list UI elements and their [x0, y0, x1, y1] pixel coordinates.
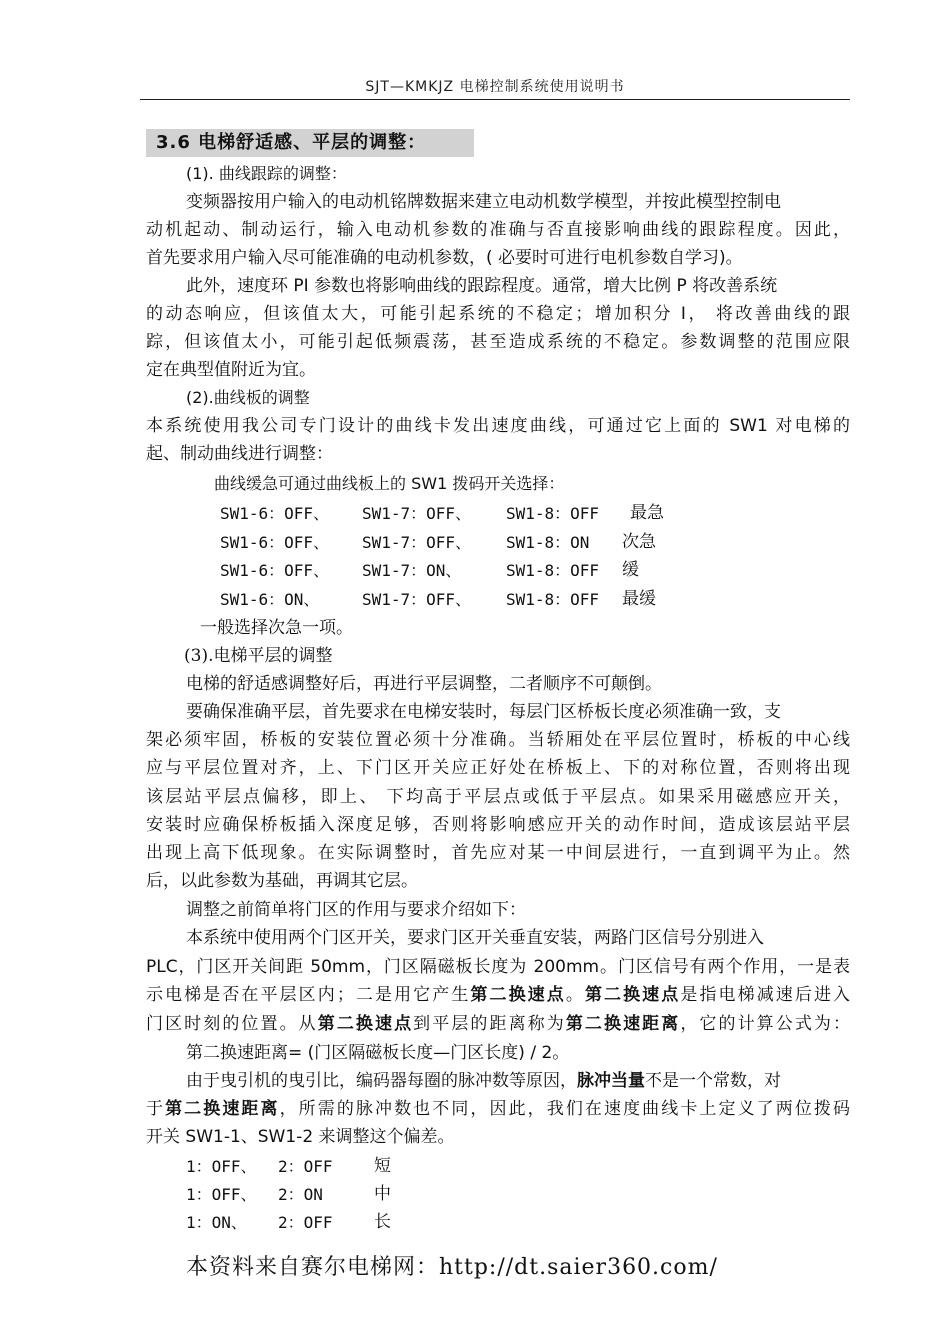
sub3-p5-line1 — [186, 1069, 781, 1093]
sw-row-4-b: SW1-7：OFF、 — [362, 590, 472, 609]
len-row-2-a: 1：OFF、 — [186, 1185, 257, 1204]
sw-row-2-a: SW1-6：OFF、 — [220, 533, 330, 552]
sw-row-2-c: SW1-8：ON — [506, 533, 590, 552]
sub1-heading: (1). 曲线跟踪的调整： — [186, 164, 347, 183]
sub3-p4-line4 — [146, 1012, 850, 1036]
sub3-formula: 第二换速距离= (门区隔磁板长度—门区长度) / 2。 — [186, 1043, 570, 1063]
sw-row-1-c: SW1-8：OFF — [506, 504, 600, 523]
len-row-2-b: 2：ON — [278, 1185, 323, 1204]
len-row-3-c: 长 — [374, 1212, 391, 1232]
sub3-p3: 调整之前简单将门区的作用与要求介绍如下： — [186, 900, 526, 920]
text-run: ，它的计算公式为： — [680, 1014, 851, 1034]
text-run: 于 — [146, 1099, 166, 1119]
sub3-p2-line4: 该层站平层点偏移，即上、 下均高于平层点或低于平层点。如果采用磁感应开关， — [146, 787, 850, 807]
header-rule — [140, 99, 850, 100]
sub3-p5-line2 — [146, 1097, 850, 1121]
text-run: 是指电梯减速后进入 — [680, 985, 851, 1005]
sub3-p2-line7: 后，以此参数为基础，再调其它层。 — [146, 871, 418, 891]
sub1-p2-line3: 踪，但该值太小，可能引起低频震荡，甚至造成系统的不稳定。参数调整的范围应限 — [146, 332, 850, 352]
sub2-intro: 曲线缓急可通过曲线板上的 SW1 拨码开关选择： — [214, 474, 565, 493]
sub1-p2-line1: 此外，速度环 PI 参数也将影响曲线的跟踪程度。通常，增大比例 P 将改善系统 — [186, 276, 778, 296]
sw-row-3-c: SW1-8：OFF — [506, 561, 600, 580]
sw-row-1-d: 最急 — [630, 503, 664, 523]
bold-term: 第二换速点 — [584, 985, 681, 1005]
sw-row-4-d: 最缓 — [622, 589, 656, 609]
sw-row-1-a: SW1-6：OFF、 — [220, 504, 330, 523]
len-row-1-a: 1：OFF、 — [186, 1157, 257, 1176]
sw-row-3-d: 缓 — [622, 560, 639, 580]
bold-term: 第二换速点 — [470, 985, 566, 1005]
sw-row-3-a: SW1-6：OFF、 — [220, 561, 330, 580]
footer-source-link[interactable]: 本资料来自赛尔电梯网：http://dt.saier360.com/ — [186, 1255, 718, 1280]
section-title: 3.6 电梯舒适感、平层的调整： — [146, 129, 474, 157]
text-run: 到平层的距离称为 — [413, 1014, 566, 1034]
sub1-p1-line1: 变频器按用户输入的电动机铭牌数据来建立电动机数学模型，并按此模型控制电 — [186, 192, 781, 212]
text-run: 门区时刻的位置。从 — [146, 1014, 318, 1034]
text-run: ，所需的脉冲数也不同，因此，我们在速度曲线卡上定义了两位拨码 — [279, 1099, 851, 1119]
sub3-p5-line3: 开关 SW1-1、SW1-2 来调整这个偏差。 — [146, 1127, 455, 1147]
sub2-heading: (2).曲线板的调整 — [186, 388, 310, 407]
bold-term: 脉冲当量 — [577, 1071, 645, 1091]
text-run: 示电梯是否在平层区内；二是用它产生 — [146, 985, 471, 1005]
sub3-p2-line6: 出现上高下低现象。在实际调整时，首先应对某一中间层进行，一直到调平为止。然 — [146, 843, 850, 863]
sub2-p1-line2: 起、制动曲线进行调整： — [146, 444, 333, 464]
sw-row-2-b: SW1-7：OFF、 — [362, 533, 472, 552]
sub1-p1-line3: 首先要求用户输入尽可能准确的电动机参数，( 必要时可进行电机参数自学习)。 — [146, 248, 743, 268]
len-row-2-c: 中 — [374, 1184, 391, 1204]
sub3-p2-line1: 要确保准确平层，首先要求在电梯安装时，每层门区桥板长度必须准确一致，支 — [186, 702, 781, 722]
sub1-p1-line2: 动机起动、制动运行，输入电动机参数的准确与否直接影响曲线的跟踪程度。因此， — [146, 220, 850, 240]
sub3-p4-line1: 本系统中使用两个门区开关，要求门区开关垂直安装，两路门区信号分别进入 — [186, 928, 764, 948]
sub1-p2-line2: 的动态响应，但该值太大，可能引起系统的不稳定；增加积分 I， 将改善曲线的跟 — [146, 304, 850, 324]
len-row-3-a: 1：ON、 — [186, 1213, 247, 1232]
sub3-p2-line5: 安装时应确保桥板插入深度足够，否则将影响感应开关的动作时间，造成该层站平层 — [146, 815, 850, 835]
sw-row-1-b: SW1-7：OFF、 — [362, 504, 472, 523]
sub3-p2-line3: 应与平层位置对齐，上、下门区开关应正好处在桥板上、下的对称位置，否则将出现 — [146, 758, 850, 778]
bold-term: 第二换速距离 — [165, 1099, 280, 1119]
sub2-note: 一般选择次急一项。 — [200, 618, 353, 638]
text-run: 不是一个常数，对 — [645, 1071, 781, 1091]
sw-row-2-d: 次急 — [622, 532, 656, 552]
sub3-p4-line2: PLC，门区开关间距 50mm，门区隔磁板长度为 200mm。门区信号有两个作用，一是表 — [146, 957, 850, 977]
sub3-p1: 电梯的舒适感调整好后，再进行平层调整，二者顺序不可颠倒。 — [186, 674, 662, 694]
text-run: 由于曳引机的曳引比，编码器每圈的脉冲数等原因， — [186, 1071, 577, 1091]
len-row-3-b: 2：OFF — [278, 1213, 333, 1232]
sub1-p2-line4: 定在典型值附近为宜。 — [146, 360, 316, 380]
text-run: 。 — [565, 985, 585, 1005]
sw-row-4-c: SW1-8：OFF — [506, 590, 600, 609]
sub3-heading: (3).电梯平层的调整 — [184, 646, 333, 666]
sw-row-3-b: SW1-7：ON、 — [362, 561, 462, 580]
len-row-1-b: 2：OFF — [278, 1157, 333, 1176]
sub2-p1-line1: 本系统使用我公司专门设计的曲线卡发出速度曲线，可通过它上面的 SW1 对电梯的 — [146, 416, 850, 436]
sub3-p2-line2: 架必须牢固，桥板的安装位置必须十分准确。当轿厢处在平层位置时，桥板的中心线 — [146, 730, 850, 750]
bold-term: 第二换速点 — [317, 1014, 414, 1034]
sub3-p4-line3 — [146, 983, 850, 1007]
len-row-1-c: 短 — [374, 1156, 391, 1176]
page-header: SJT—KMKJZ 电梯控制系统使用说明书 — [365, 79, 625, 95]
bold-term: 第二换速距离 — [565, 1014, 681, 1034]
sw-row-4-a: SW1-6：ON、 — [220, 590, 320, 609]
